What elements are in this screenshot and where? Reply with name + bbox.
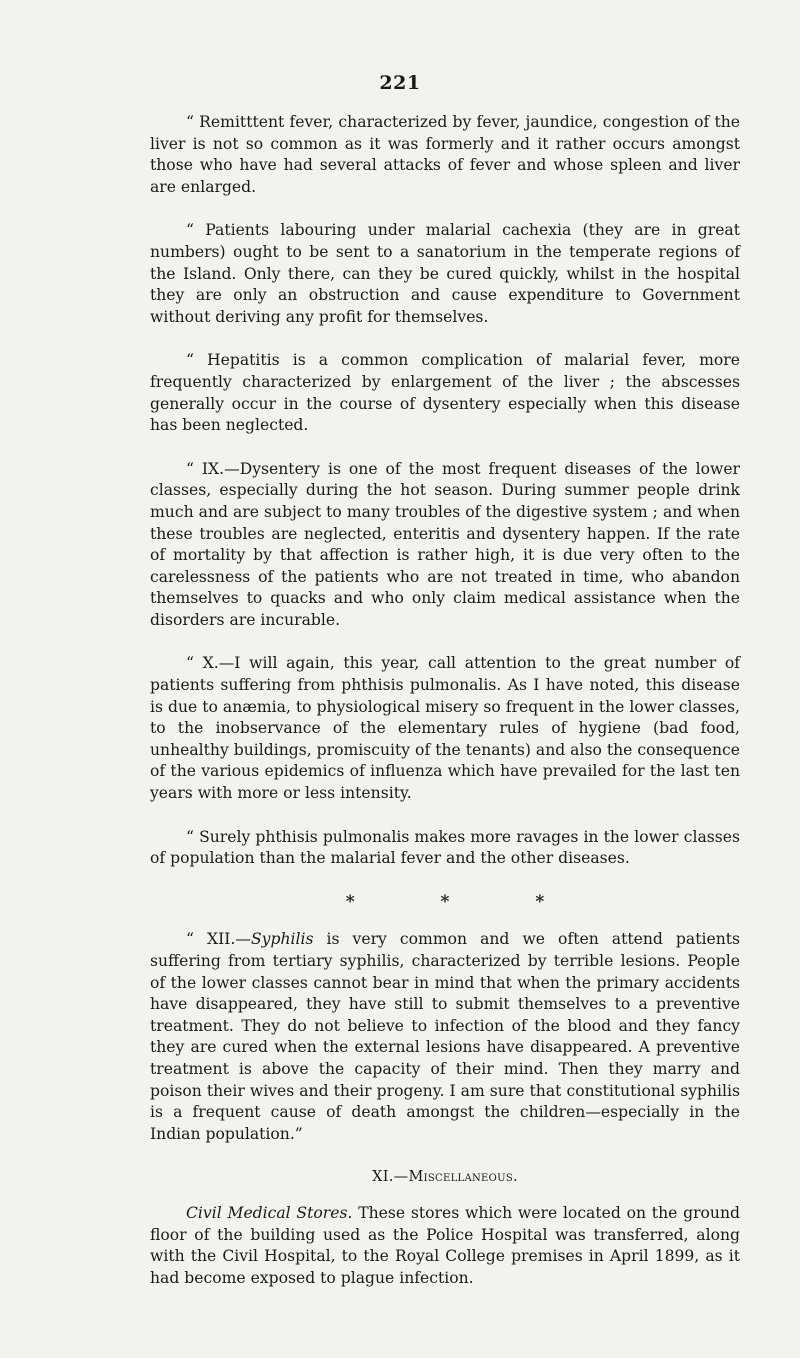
paragraph-dysentery: “ IX.—Dysentery is one of the most frequent diseases of the lower classes, especially during the hot season. During summer people drink much and are subject to many troubles of the digestive system ; and when these troubles are neglected, enteritis and dysentery happen. If the rate of mortality by that affection is rather high, it is due very often to the carelessness of the patients who are not treated in time, who abandon themselves to quacks and who only claim medical assistance when the disorders are incurable. [150,459,740,629]
paragraph-civil-medical-stores [150,1203,740,1289]
civil-stores-text: These stores which were located on the ground floor of the building used as the Police Hospital was transferred, along with the Civil Hospital, to the Royal College premises in April 1899, as it had become exposed to plague infection. [150,1203,741,1287]
civil-stores-term: Civil Medical Stores. [186,1203,353,1222]
syphilis-text: is very common and we often attend patients suffering from tertiary syphilis, characterized by terrible lesions. People of the lower classes cannot bear in mind that when the primary accidents have disappeared, they have still to submit themselves to a preventive treatment. They do not believe to infection of the blood and they fancy they are cured when the external lesions have disappeared. A preventive treatment is above the capacity of their mind. Then they marry and poison their wives and their progeny. I am sure that constitutional syphilis is a frequent cause of death amongst the children—especially in the Indian population.” [150,930,741,1143]
section-heading-miscellaneous [150,1167,740,1189]
page-content [150,112,740,1311]
paragraph-phthisis: “ X.—I will again, this year, call attention to the great number of patients suffering from phthisis pulmonalis. As I have noted, this disease is due to anæmia, to physiological misery so frequent in the lower classes, to the inobservance of the elementary rules of hygiene (bad food, unhealthy buildings, promiscuity of the tenants) and also the consequence of the various epidemics of influenza which have prevailed for the last ten years with more or less intensity. [150,654,740,803]
syphilis-prefix: “ XII.— [186,930,251,949]
page-number: 221 [379,72,421,94]
paragraph-remittent-fever: “ Remitttent fever, characterized by fever, jaundice, congestion of the liver is not so common as it was formerly and it rather occurs amongst those who have had several attacks of fever and whose spleen and liver are enlarged. [150,113,740,196]
paragraph-malarial-cachexia: “ Patients labouring under malarial cachexia (they are in great numbers) ought to be sent to a sanatorium in the temperate regions of the Island. Only there, can they be cured quickly, whilst in the hospital they are only an obstruction and cause expenditure to Government without deriving any profit for themselves. [150,221,740,326]
paragraph-hepatitis: “ Hepatitis is a common complication of malarial fever, more frequently characterized by enlargement of the liver ; the abscesses generally occur in the course of dysentery especially when this disease has been neglected. [150,351,740,435]
paragraph-syphilis [150,929,740,1145]
paragraph-phthisis-ravages: “ Surely phthisis pulmonalis makes more ravages in the lower classes of population than the malarial fever and the other diseases. [150,827,740,868]
section-heading-number: XI.— [372,1169,409,1186]
syphilis-term: Syphilis [251,930,314,949]
section-heading-title: Miscellaneous. [408,1169,518,1186]
section-break-stars: * * * [345,891,545,912]
